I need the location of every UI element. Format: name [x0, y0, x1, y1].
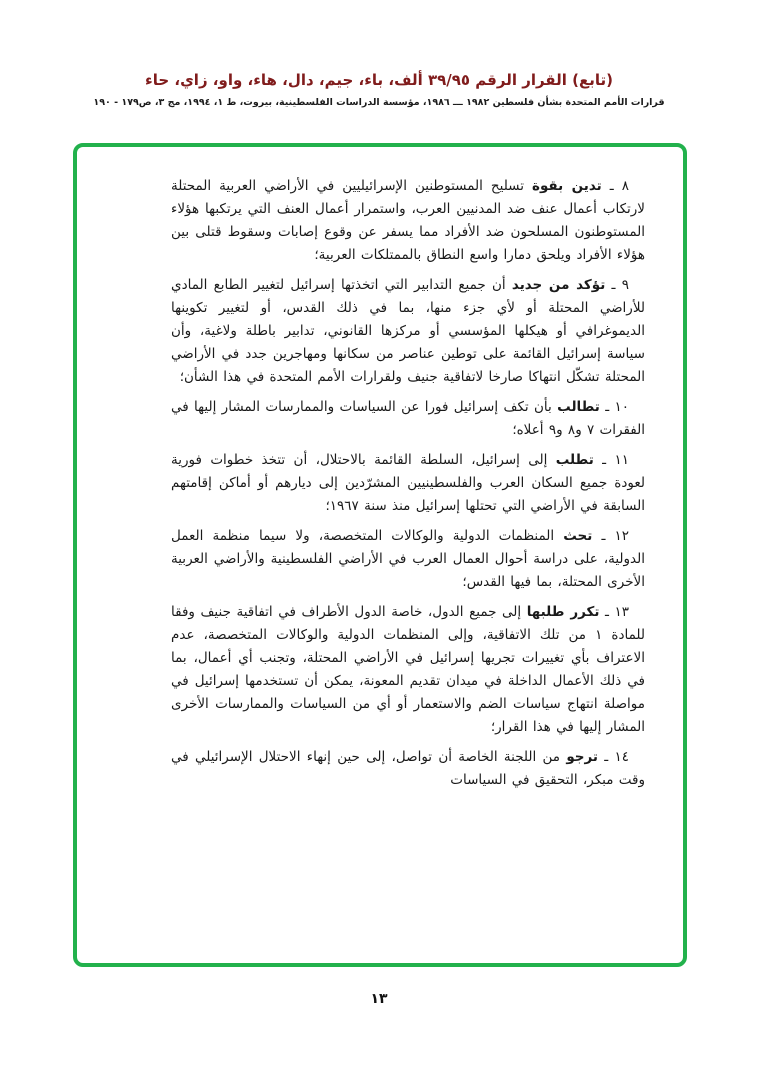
paragraph-text: تسليح المستوطنين الإسرائيليين في الأراضي العربية المحتلة لارتكاب أعمال عنف ضد المدنيين العرب، واستمرار أعمال العنف التي يرتكبها هؤلاء المستوطنون المسلحون ضد الأفراد مما يسفر عن وقوع إصابات وسقوط قتلى بين هؤلاء الأفراد ويلحق دمارا واسع النطاق بالممتلكات العربية؛	[171, 178, 645, 263]
paragraph-lead: ترجو	[566, 749, 598, 765]
paragraph-lead: تؤكد من جديد	[511, 277, 606, 293]
paragraph-lead: تطلب	[555, 452, 594, 468]
bordered-text-frame	[73, 143, 687, 967]
document-footer	[0, 988, 758, 1007]
paragraph-lead: تطالب	[557, 399, 600, 415]
paragraph-lead: تدين بقوة	[532, 178, 602, 194]
paragraph-10	[171, 396, 645, 442]
paragraph-text: إلى إسرائيل، السلطة القائمة بالاحتلال، أن تتخذ خطوات فورية لعودة جميع السكان العرب والفلسطينيين المشرّدين إلى ديارهم أو أماكن إقامتهم السابقة في الأراضي التي تحتلها إسرائيل منذ سنة ١٩٦٧؛	[171, 452, 645, 514]
paragraph-9	[171, 274, 645, 389]
paragraph-11	[171, 449, 645, 518]
document-header	[0, 0, 758, 108]
paragraph-number: ١٠ ـ	[605, 399, 630, 415]
paragraph-14	[171, 746, 645, 792]
paragraph-number: ١١ ـ	[602, 452, 629, 468]
paragraph-text: من اللجنة الخاصة أن تواصل، إلى حين إنهاء الاحتلال الإسرائيلي في وقت مبكر، التحقيق في السياسات	[171, 749, 645, 788]
paragraph-8	[171, 175, 645, 267]
paragraph-13	[171, 601, 645, 739]
paragraph-12	[171, 525, 645, 594]
resolution-title: (تابع) القرار الرقم ٣٩/٩٥ ألف، باء، جيم، دال، هاء، واو، زاي، حاء	[145, 71, 613, 89]
paragraph-number: ٩ ـ	[611, 277, 629, 293]
source-citation: قرارات الأمم المتحدة بشأن فلسطين ١٩٨٢ ـــ ١٩٨٦، مؤسسة الدراسات الفلسطينية، بيروت، ط ١، ١٩٩٤، مج ٣، ص١٧٩ - ١٩٠	[93, 97, 665, 108]
paragraph-text: المنظمات الدولية والوكالات المتخصصة، ولا سيما منظمة العمل الدولية، على دراسة أحوال العمال العرب في الأراضي الفلسطينية والأراضي العربية الأخرى المحتلة، بما فيها القدس؛	[171, 528, 645, 590]
paragraph-number: ١٤ ـ	[604, 749, 629, 765]
paragraph-lead: تكرر طلبها	[526, 604, 600, 620]
page-number: ١٣	[370, 991, 388, 1007]
paragraph-text: بأن تكف إسرائيل فورا عن السياسات والممارسات المشار إليها في الفقرات ٧ و٨ و٩ أعلاه؛	[171, 399, 645, 438]
paragraph-number: ٨ ـ	[609, 178, 630, 194]
paragraph-number: ١٢ ـ	[601, 528, 630, 544]
paragraph-number: ١٣ ـ	[605, 604, 630, 620]
paragraph-text: إلى جميع الدول، خاصة الدول الأطراف في اتفاقية جنيف وفقا للمادة ١ من تلك الاتفاقية، وإلى المنظمات الدولية والوكالات المتخصصة، عدم الاعتراف بأي تغييرات تجريها إسرائيل في الأراضي المحتلة، وتجنب أي أعمال، بما في ذلك الأعمال الداخلة في ميدان تقديم المعونة، يمكن أن تستخدمها إسرائيل في مواصلة انتهاج سياسات الضم والاستعمار أو أي من السياسات والممارسات الأخرى المشار إليها في هذا القرار؛	[171, 604, 645, 735]
paragraph-text: أن جميع التدابير التي اتخذتها إسرائيل لتغيير الطابع المادي للأراضي المحتلة أو لأي جزء منها، بما في ذلك القدس، أو لتغيير تكوينها الديموغرافي أو هيكلها المؤسسي أو مركزها القانوني، تدابير باطلة ولاغية، وأن سياسة إسرائيل القائمة على توطين عناصر من سكانها ومهاجرين جدد في الأراضي المحتلة تشكّل انتهاكا صارخا لاتفاقية جنيف ولقرارات الأمم المتحدة في هذا الشأن؛	[171, 277, 645, 385]
paragraph-lead: تحث	[563, 528, 593, 544]
